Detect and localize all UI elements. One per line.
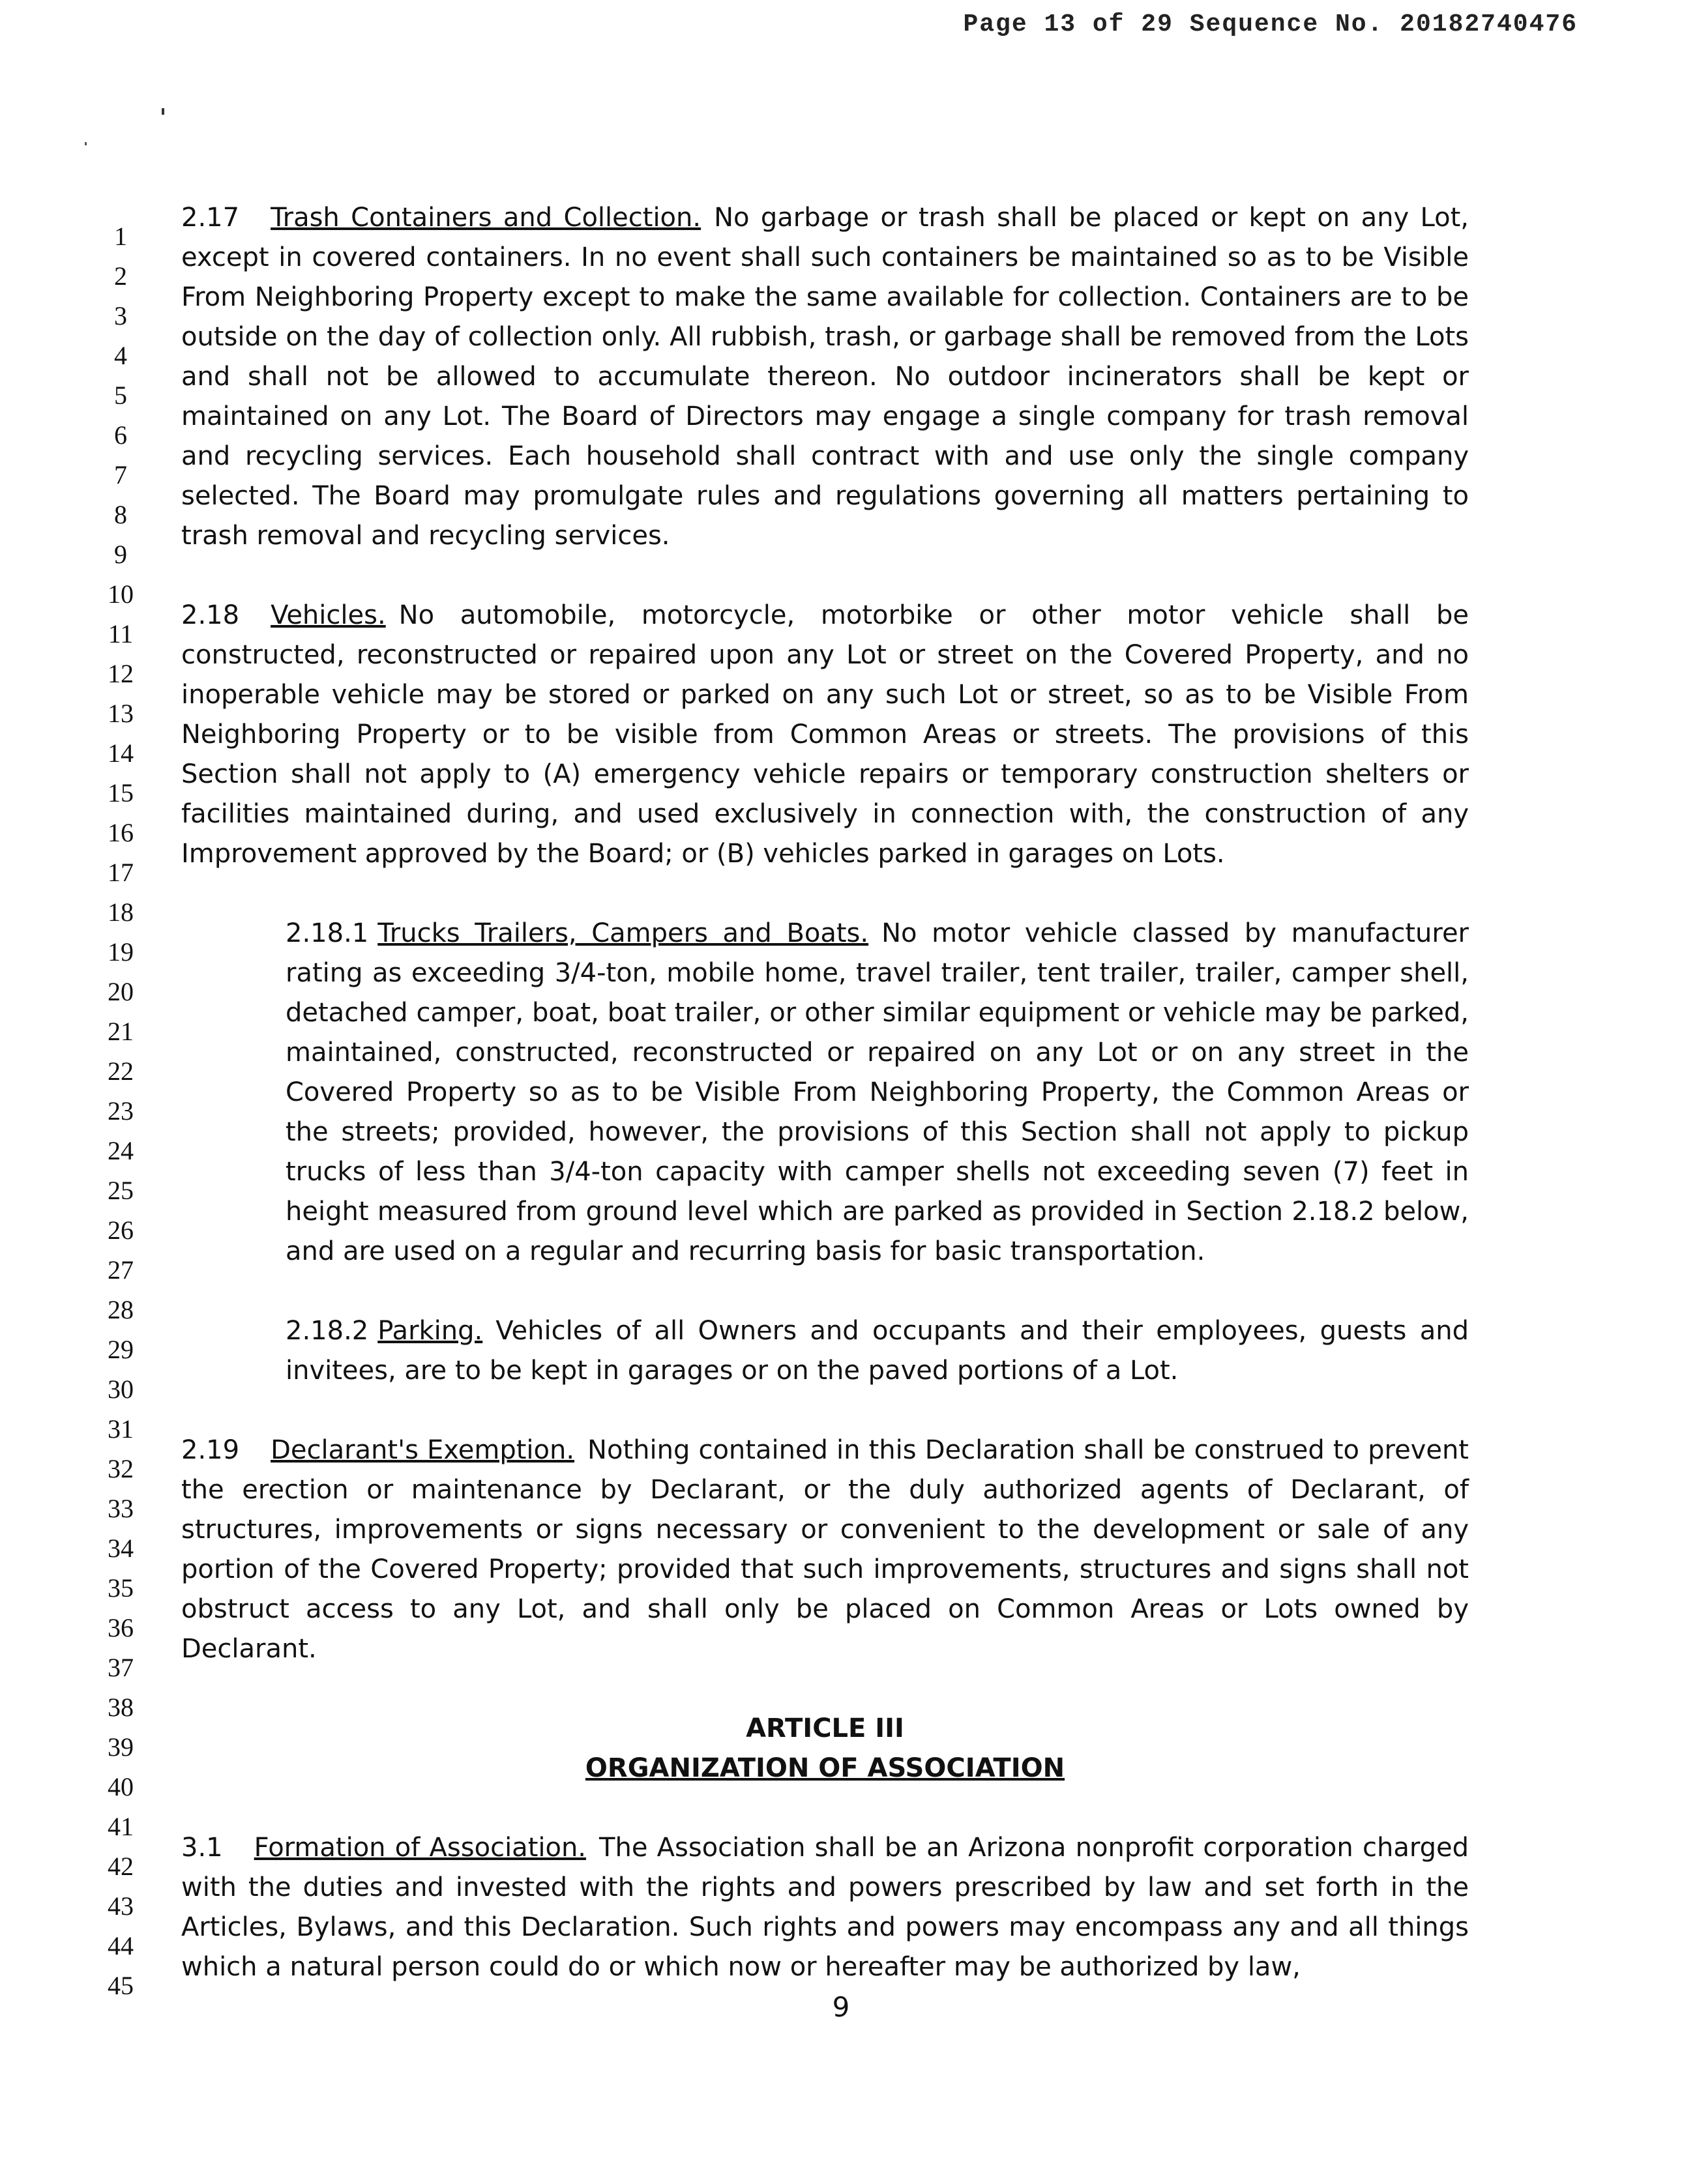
scan-specks bbox=[0, 0, 1682, 196]
line-number: 36 bbox=[108, 1613, 134, 1642]
section-number: 2.17 bbox=[181, 203, 240, 233]
line-number: 16 bbox=[108, 818, 134, 847]
section-2-17 bbox=[181, 198, 1469, 556]
line-number: 45 bbox=[108, 1971, 134, 2000]
section-number: 2.18.2 bbox=[286, 1316, 369, 1346]
line-number: 11 bbox=[108, 619, 134, 648]
line-number: 17 bbox=[108, 858, 134, 887]
line-number: 1 bbox=[114, 222, 127, 251]
line-number: 13 bbox=[108, 699, 134, 728]
line-number: 35 bbox=[108, 1573, 134, 1603]
line-number: 42 bbox=[108, 1852, 134, 1881]
line-number: 41 bbox=[108, 1812, 134, 1841]
scan-speck bbox=[85, 142, 87, 145]
page-header: Page 13 of 29 Sequence No. 20182740476 bbox=[963, 10, 1578, 38]
article-heading: ARTICLE III bbox=[746, 1713, 904, 1743]
page-number: 9 bbox=[832, 1991, 850, 2023]
section-3-1 bbox=[181, 1828, 1469, 1987]
section-number: 3.1 bbox=[181, 1833, 223, 1863]
line-number: 44 bbox=[108, 1931, 134, 1960]
line-number: 38 bbox=[108, 1693, 134, 1722]
section-text: No garbage or trash shall be placed or kept on any Lot, except in covered containers. In no event shall such containers be maintained so as to be Visible From Neighboring Property except to make the same available for collection. Containers are to be outside on the day of collection only. All rubbish, trash, or garbage shall be removed from the Lots and shall not be allowed to accumulate thereon. No outdoor incinerators shall be kept or maintained on any Lot. The Board of Directors may engage a single company for trash removal and recycling services. Each household shall contract with and use only the single company selected. The Board may promulgate rules and regulations governing all matters pertaining to trash removal and recycling services. bbox=[181, 203, 1469, 551]
article-subheading: ORGANIZATION OF ASSOCIATION bbox=[585, 1753, 1065, 1783]
line-number: 28 bbox=[108, 1295, 134, 1324]
line-number: 26 bbox=[108, 1216, 134, 1245]
article-heading-block bbox=[181, 1709, 1469, 1788]
line-number: 7 bbox=[114, 460, 127, 489]
section-title: Parking. bbox=[377, 1316, 483, 1346]
line-number: 37 bbox=[108, 1653, 134, 1682]
section-text: The Association shall be an Arizona nonprofit corporation charged with the duties and invested with the rights and powers prescribed by law and set forth in the Articles, Bylaws, and this Declaration. Such rights and powers may encompass any and all things which a natural person could do or which now or hereafter may be authorized by law, bbox=[181, 1833, 1469, 1982]
line-number: 30 bbox=[108, 1375, 134, 1404]
section-number: 2.18 bbox=[181, 600, 240, 630]
line-number: 20 bbox=[108, 977, 134, 1006]
line-number: 40 bbox=[108, 1772, 134, 1801]
section-2-18 bbox=[181, 596, 1469, 874]
section-title: Formation of Association. bbox=[254, 1833, 587, 1863]
line-number: 31 bbox=[108, 1414, 134, 1444]
line-number: 39 bbox=[108, 1732, 134, 1762]
line-number: 23 bbox=[108, 1096, 134, 1126]
section-text: Nothing contained in this Declaration shall be construed to prevent the erection or maintenance by Declarant, or the duly authorized agents of Declarant, of structures, improvements or signs necessary or convenient to the development or sale of any portion of the Covered Property; provided that such improvements, structures and signs shall not obstruct access to any Lot, and shall only be placed on Common Areas or Lots owned by Declarant. bbox=[181, 1435, 1469, 1664]
line-number: 19 bbox=[108, 937, 134, 967]
line-number: 3 bbox=[114, 301, 127, 330]
line-number: 29 bbox=[108, 1335, 134, 1364]
section-title: Vehicles. bbox=[271, 600, 386, 630]
line-number: 21 bbox=[108, 1017, 134, 1046]
section-title: Trash Containers and Collection. bbox=[271, 203, 701, 233]
section-2-19 bbox=[181, 1431, 1469, 1669]
section-text: Vehicles of all Owners and occupants and their employees, guests and invitees, are to be kept in garages or on the paved portions of a Lot. bbox=[286, 1316, 1469, 1386]
document-body bbox=[181, 198, 1469, 1987]
line-number: 15 bbox=[108, 778, 134, 808]
section-2-18-2 bbox=[286, 1311, 1469, 1391]
line-number: 5 bbox=[114, 381, 127, 410]
line-number: 14 bbox=[108, 738, 134, 768]
line-number: 10 bbox=[108, 579, 134, 609]
line-number: 8 bbox=[114, 500, 127, 529]
line-number: 34 bbox=[108, 1534, 134, 1563]
line-numbers bbox=[98, 216, 143, 2005]
section-title: Declarant's Exemption. bbox=[271, 1435, 575, 1465]
line-number: 22 bbox=[108, 1056, 134, 1086]
line-number: 33 bbox=[108, 1494, 134, 1523]
section-title: Trucks Trailers, Campers and Boats. bbox=[377, 918, 869, 948]
line-number: 6 bbox=[114, 420, 127, 450]
line-number: 32 bbox=[108, 1454, 134, 1483]
section-number: 2.19 bbox=[181, 1435, 240, 1465]
line-number: 12 bbox=[108, 659, 134, 688]
line-number: 43 bbox=[108, 1891, 134, 1921]
line-number: 2 bbox=[114, 261, 127, 291]
section-text: No motor vehicle classed by manufacturer rating as exceeding 3/4-ton, mobile home, travel trailer, tent trailer, trailer, camper shell, detached camper, boat, boat trailer, or other similar equipment or vehicle may be parked, maintained, constructed, reconstructed or repaired on any Lot or on any street in the Covered Property so as to be Visible From Neighboring Property, the Common Areas or the streets; provided, however, the provisions of this Section shall not apply to pickup trucks of less than 3/4-ton capacity with camper shells not exceeding seven (7) feet in height measured from ground level which are parked as provided in Section 2.18.2 below, and are used on a regular and recurring basis for basic transportation. bbox=[286, 918, 1469, 1266]
line-number: 25 bbox=[108, 1176, 134, 1205]
section-text: No automobile, motorcycle, motorbike or other motor vehicle shall be constructed, reconstructed or repaired upon any Lot or street on the Covered Property, and no inoperable vehicle may be stored or parked on any such Lot or street, so as to be Visible From Neighboring Property or to be visible from Common Areas or streets. The provisions of this Section shall not apply to (A) emergency vehicle repairs or temporary construction shelters or facilities maintained during, and used exclusively in connection with, the construction of any Improvement approved by the Board; or (B) vehicles parked in garages on Lots. bbox=[181, 600, 1469, 869]
line-number: 18 bbox=[108, 897, 134, 927]
section-2-18-1 bbox=[286, 914, 1469, 1272]
scan-speck bbox=[162, 108, 164, 115]
line-number: 4 bbox=[114, 341, 127, 370]
line-number: 27 bbox=[108, 1255, 134, 1285]
section-number: 2.18.1 bbox=[286, 918, 369, 948]
line-number: 24 bbox=[108, 1136, 134, 1165]
line-number: 9 bbox=[114, 540, 127, 569]
